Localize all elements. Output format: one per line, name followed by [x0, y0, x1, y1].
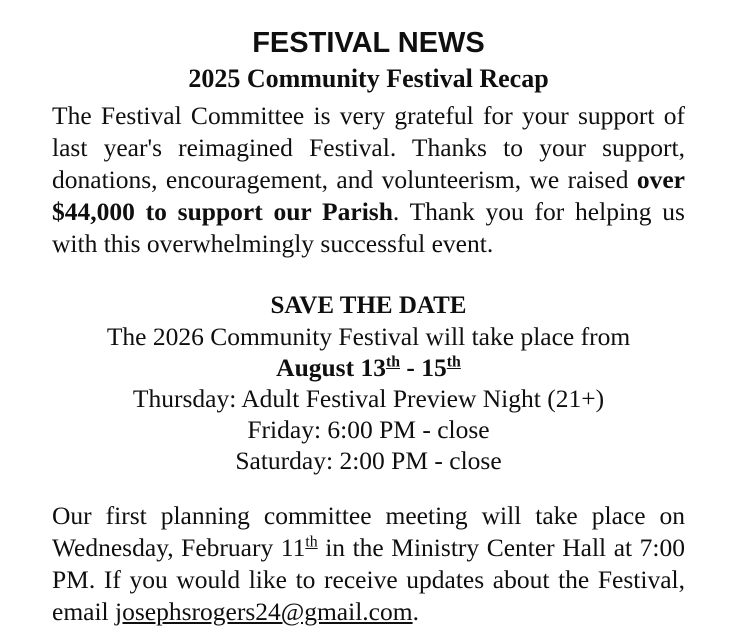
meeting-text-part-2: in the Ministry Center Hall at 7:00 PM. If you would like to receive updates about the Festival, email: [52, 533, 685, 626]
festival-month: August: [276, 353, 361, 382]
section-spacer: [52, 476, 685, 500]
festival-intro-line: The 2026 Community Festival will take place from: [106, 322, 631, 351]
paragraph-spacer: [52, 260, 685, 288]
meeting-text-part-3: .: [412, 597, 419, 626]
festival-day-second: 15: [421, 353, 447, 382]
schedule-line-thursday: Thursday: Adult Festival Preview Night (21+): [132, 384, 605, 413]
fundraising-amount-highlight: over $44,000 to support our Parish: [52, 165, 685, 226]
festival-dates-line: [52, 352, 685, 383]
recap-paragraph: [52, 94, 685, 260]
save-the-date-heading: SAVE THE DATE: [270, 292, 467, 319]
recap-text-after-bold: . Thank you for helping us with this overwhelmingly successful event.: [52, 197, 685, 258]
ordinal-suffix-first: th: [385, 353, 401, 371]
contact-email-link[interactable]: josephsrogers24@gmail.com: [115, 597, 413, 626]
meeting-date-ordinal: th: [305, 533, 318, 551]
meeting-text-part-1: Our first planning committee meeting will take place on Wednesday, February 11: [52, 501, 685, 562]
page-title: FESTIVAL NEWS: [252, 27, 485, 59]
schedule-line-saturday: Saturday: 2:00 PM - close: [235, 446, 502, 475]
meeting-paragraph: [52, 500, 685, 628]
date-separator: -: [400, 353, 422, 382]
ordinal-suffix-second: th: [446, 353, 461, 371]
save-the-date-block: [52, 288, 685, 476]
schedule-line-friday: Friday: 6:00 PM - close: [247, 415, 490, 444]
page-subtitle: 2025 Community Festival Recap: [188, 64, 549, 93]
recap-text-before-bold: The Festival Committee is very grateful for your support of last year's reimagined Festival. Thanks to your support, donations, encouragement, and volunteerism, we raised: [52, 101, 685, 194]
festival-day-first: 13: [360, 353, 386, 382]
